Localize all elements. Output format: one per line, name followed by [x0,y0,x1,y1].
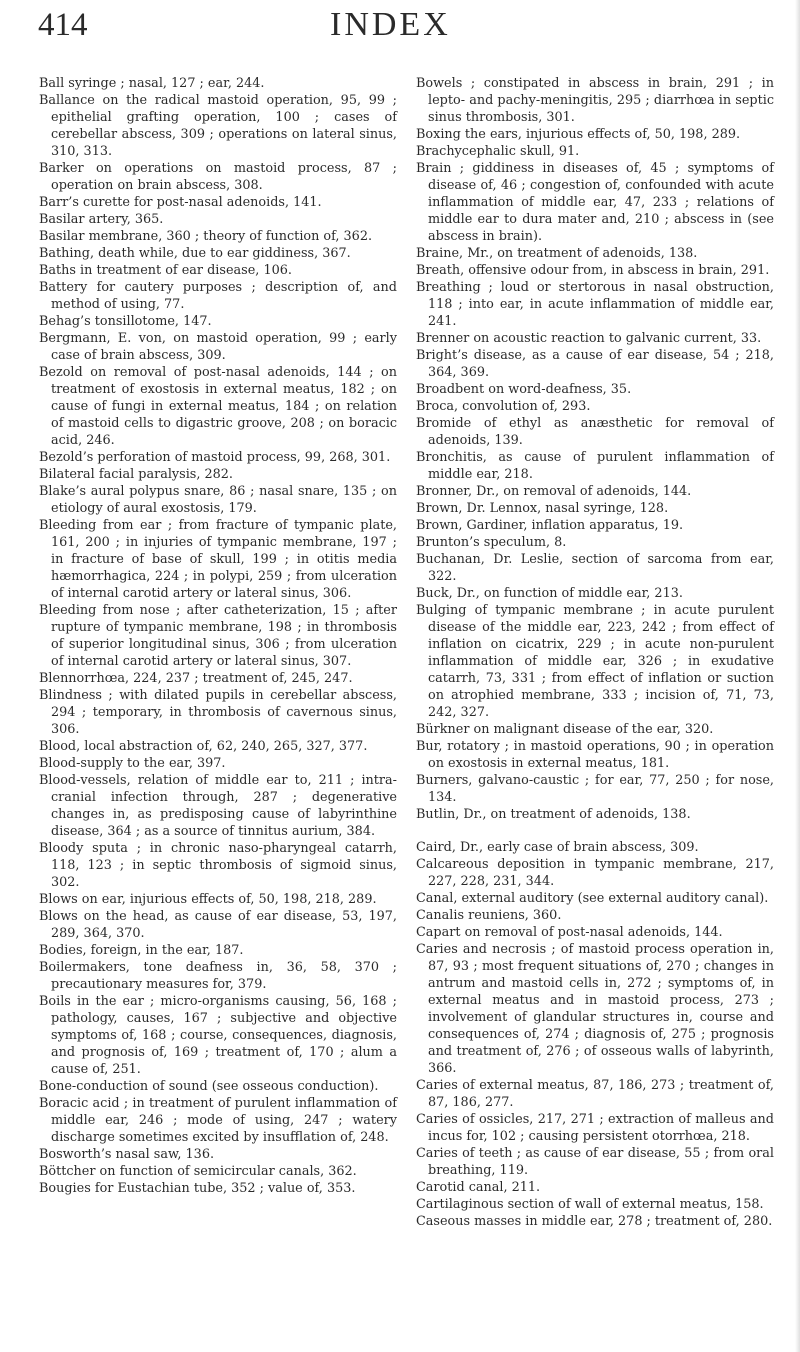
index-entry: Bronchitis, as cause of purulent inflammation of middle ear, 218. [416,450,774,482]
index-entry: Boils in the ear ; micro-organisms causing, 56, 168 ; pathology, causes, 167 ; subjective and objective symptoms of, 168 ; course, consequences, diagnosis, and prognosis of, 169 ; treatment of, 170 ; alum a cause of, 251. [39,994,397,1077]
index-entry: Bromide of ethyl as anæsthetic for removal of adenoids, 139. [416,416,774,448]
index-entry: Cartilaginous section of wall of external meatus, 158. [416,1197,764,1212]
index-entry: Blows on the head, as cause of ear disease, 53, 197, 289, 364, 370. [39,909,397,941]
index-entry: Brenner on acoustic reaction to galvanic current, 33. [416,331,762,346]
index-entry: Basilar artery, 365. [39,212,164,227]
index-entry: Blood, local abstraction of, 62, 240, 265, 327, 377. [39,739,368,754]
index-entry: Braine, Mr., on treatment of adenoids, 138. [416,246,698,261]
index-entry: Bowels ; constipated in abscess in brain, 291 ; in lepto- and pachy-meningitis, 295 ; diarrhœa in septic sinus thrombosis, 301. [416,76,774,125]
index-entry: Bilateral facial paralysis, 282. [39,467,234,482]
index-entry: Caseous masses in middle ear, 278 ; treatment of, 280. [416,1214,773,1229]
index-entry: Bezold on removal of post-nasal adenoids, 144 ; on treatment of exostosis in external meatus, 182 ; on cause of fungi in external meatus, 184 ; on relation of mastoid cells to digastric groove, 208 ; on boracic acid, 246. [39,365,397,448]
index-entry: Brain ; giddiness in diseases of, 45 ; symptoms of disease of, 46 ; congestion of, confounded with acute inflammation of middle ear, 47, 233 ; relations of middle ear to dura mater and, 210 ; abscess in (see abscess in brain). [416,161,774,244]
page-title: INDEX [330,6,451,43]
index-entry: Bathing, death while, due to ear giddiness, 367. [39,246,351,261]
index-entry: Bloody sputa ; in chronic naso-pharyngeal catarrh, 118, 123 ; in septic thrombosis of sigmoid sinus, 302. [39,841,397,890]
index-entry: Canal, external auditory (see external auditory canal). [416,891,769,906]
page-edge-shadow [795,0,800,1352]
index-entry: Caries and necrosis ; of mastoid process operation in, 87, 93 ; most frequent situations of, 270 ; changes in antrum and mastoid cells in, 272 ; symptoms of, in external meatus and in mastoid process, 273 ; involvement of glandular structures in, course and consequences of, 274 ; diagnosis of, 275 ; prognosis and treatment of, 276 ; of osseous walls of labyrinth, 366. [416,942,774,1076]
index-entry: Brown, Gardiner, inflation apparatus, 19. [416,518,684,533]
index-entry: Brachycephalic skull, 91. [416,144,580,159]
index-column-left [39,75,397,1197]
index-entry: Caird, Dr., early case of brain abscess, 309. [416,840,699,855]
index-entry: Barker on operations on mastoid process, 87 ; operation on brain abscess, 308. [39,161,397,193]
index-entry: Bougies for Eustachian tube, 352 ; value of, 353. [39,1181,356,1196]
index-entry: Calcareous deposition in tympanic membrane, 217, 227, 228, 231, 344. [416,857,774,889]
index-entry: Buchanan, Dr. Leslie, section of sarcoma from ear, 322. [416,552,774,584]
index-entry: Blood-vessels, relation of middle ear to, 211 ; intra-cranial infection through, 287 ; degenerative changes in, as predisposing cause of labyrinthine disease, 364 ; as a source of tinnitus aurium, 384. [39,773,397,839]
index-entry: Boilermakers, tone deafness in, 36, 58, 370 ; precautionary measures for, 379. [39,960,397,992]
index-entry: Bright’s disease, as a cause of ear disease, 54 ; 218, 364, 369. [416,348,774,380]
index-entry: Ball syringe ; nasal, 127 ; ear, 244. [39,76,265,91]
index-entry: Bur, rotatory ; in mastoid operations, 90 ; in operation on exostosis in external meatus, 181. [416,739,774,771]
index-entry: Baths in treatment of ear disease, 106. [39,263,292,278]
page-number: 414 [38,7,88,43]
index-entry: Bergmann, E. von, on mastoid operation, 99 ; early case of brain abscess, 309. [39,331,397,363]
index-entry: Blood-supply to the ear, 397. [39,756,226,771]
index-column-right [416,75,774,1230]
index-entry: Buck, Dr., on function of middle ear, 213. [416,586,683,601]
index-entry: Ballance on the radical mastoid operation, 95, 99 ; epithelial grafting operation, 100 ; cases of cerebellar abscess, 309 ; operations on lateral sinus, 310, 313. [39,93,397,159]
index-entry: Basilar membrane, 360 ; theory of function of, 362. [39,229,373,244]
index-entry: Carotid canal, 211. [416,1180,541,1195]
index-entry: Butlin, Dr., on treatment of adenoids, 138. [416,807,691,822]
index-entry: Bronner, Dr., on removal of adenoids, 144. [416,484,692,499]
index-entry: Burners, galvano-caustic ; for ear, 77, 250 ; for nose, 134. [416,773,774,805]
index-entry: Barr’s curette for post-nasal adenoids, 141. [39,195,322,210]
index-entry: Broca, convolution of, 293. [416,399,591,414]
index-entry: Bezold’s perforation of mastoid process, 99, 268, 301. [39,450,391,465]
index-entry: Böttcher on function of semicircular canals, 362. [39,1164,357,1179]
index-entry: Blennorrhœa, 224, 237 ; treatment of, 245, 247. [39,671,353,686]
index-entry: Battery for cautery purposes ; description of, and method of using, 77. [39,280,397,312]
index-entry: Bulging of tympanic membrane ; in acute purulent disease of the middle ear, 223, 242 ; from effect of inflation on cicatrix, 229 ; in acute non-purulent inflammation of middle ear, 326 ; in exudative catarrh, 73, 331 ; from effect of inflation or suction on atrophied membrane, 333 ; incision of, 71, 73, 242, 327. [416,603,774,720]
index-entry: Capart on removal of post-nasal adenoids, 144. [416,925,723,940]
index-entry: Brown, Dr. Lennox, nasal syringe, 128. [416,501,669,516]
index-entry: Caries of teeth ; as cause of ear disease, 55 ; from oral breathing, 119. [416,1146,774,1178]
index-entry: Boracic acid ; in treatment of purulent inflammation of middle ear, 246 ; mode of using, 247 ; watery discharge sometimes excited by insufflation of, 248. [39,1096,397,1145]
index-entry: Bleeding from ear ; from fracture of tympanic plate, 161, 200 ; in injuries of tympanic membrane, 197 ; in fracture of base of skull, 199 ; in otitis media hæmorrhagica, 224 ; in polypi, 259 ; from ulceration of internal carotid artery or lateral sinus, 306. [39,518,397,601]
index-entry: Bodies, foreign, in the ear, 187. [39,943,244,958]
index-entry: Bleeding from nose ; after catheterization, 15 ; after rupture of tympanic membrane, 198 ; in thrombosis of superior longitudinal sinus, 306 ; from ulceration of internal carotid artery or lateral sinus, 307. [39,603,397,669]
index-entry: Breathing ; loud or stertorous in nasal obstruction, 118 ; into ear, in acute inflammation of middle ear, 241. [416,280,774,329]
index-entry: Breath, offensive odour from, in abscess in brain, 291. [416,263,770,278]
index-entry: Brunton’s speculum, 8. [416,535,567,550]
index-entry: Behag’s tonsillotome, 147. [39,314,212,329]
index-entry: Canalis reuniens, 360. [416,908,562,923]
index-entry: Bone-conduction of sound (see osseous conduction). [39,1079,379,1094]
index-entry: Broadbent on word-deafness, 35. [416,382,632,397]
index-entry: Caries of external meatus, 87, 186, 273 ; treatment of, 87, 186, 277. [416,1078,774,1110]
index-entry: Blows on ear, injurious effects of, 50, 198, 218, 289. [39,892,377,907]
index-entry: Boxing the ears, injurious effects of, 50, 198, 289. [416,127,741,142]
index-entry: Bürkner on malignant disease of the ear, 320. [416,722,714,737]
index-entry: Blindness ; with dilated pupils in cerebellar abscess, 294 ; temporary, in thrombosis of cavernous sinus, 306. [39,688,397,737]
index-entry: Caries of ossicles, 217, 271 ; extraction of malleus and incus for, 102 ; causing persistent otorrhœa, 218. [416,1112,774,1144]
index-entry: Bosworth’s nasal saw, 136. [39,1147,215,1162]
index-entry: Blake’s aural polypus snare, 86 ; nasal snare, 135 ; on etiology of aural exostosis, 179. [39,484,397,516]
